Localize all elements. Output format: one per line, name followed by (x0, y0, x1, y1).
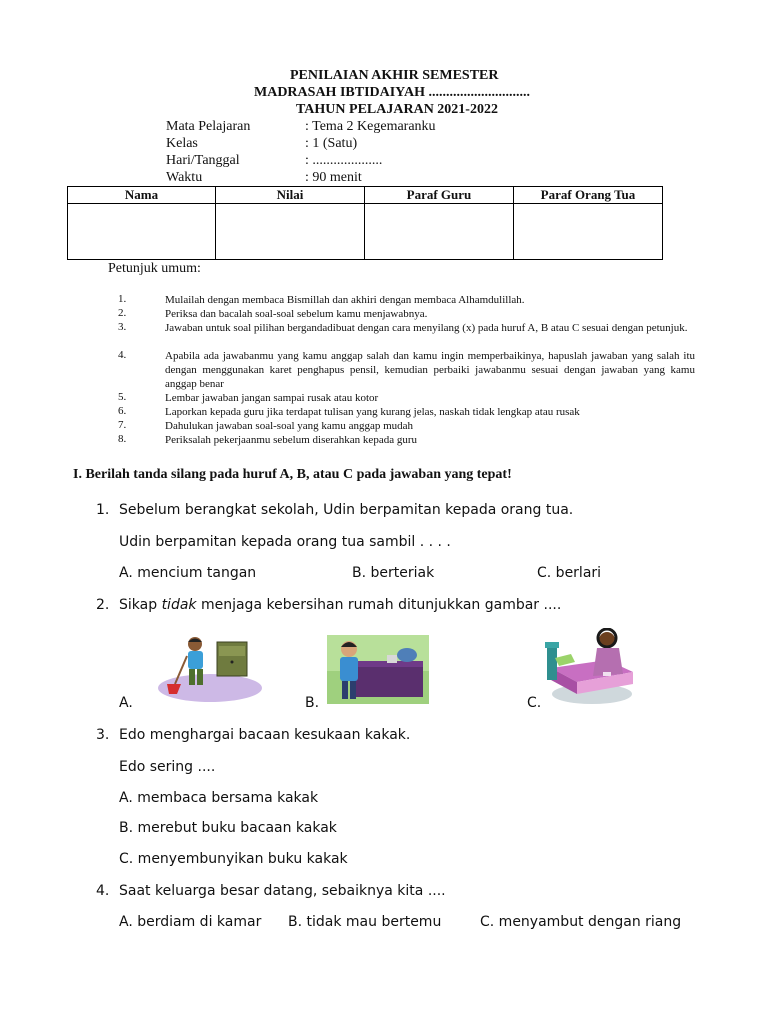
option-b[interactable]: B. merebut buku bacaan kakak (119, 820, 337, 836)
score-header-teacher-sign: Paraf Guru (364, 187, 513, 204)
rule-number: 1. (118, 293, 127, 305)
question-number: 3. (96, 727, 110, 743)
picture-boy-sweeping[interactable] (155, 632, 265, 704)
option-a[interactable]: A. berdiam di kamar (119, 914, 262, 930)
rule-text: Apabila ada jawabanmu yang kamu anggap salah dan kamu ingin memperbaikinya, hapuslah jawaban yang salah itu dengan menggunakan karet penghapus pensil, kemudian perbaiki jawabanmu sesuai dengan jawaban yang kamu anggap benar (165, 350, 695, 390)
rule-text: Jawaban untuk soal pilihan bergandadibuat dengan cara menyilang (x) pada huruf A, B atau C sesuai dengan petunjuk. (165, 322, 688, 334)
question-text: Sebelum berangkat sekolah, Udin berpamitan kepada orang tua. (119, 502, 574, 518)
question-text: Saat keluarga besar datang, sebaiknya kita .... (119, 883, 446, 899)
rule-number: 8. (118, 433, 127, 445)
rule-text: Laporkan kepada guru jika terdapat tulisan yang kurang jelas, naskah tidak lengkap atau rusak (165, 406, 580, 418)
rule-number: 2. (118, 307, 127, 319)
option-b[interactable]: B. tidak mau bertemu (288, 914, 442, 930)
section-title: I. Berilah tanda silang pada huruf A, B, atau C pada jawaban yang tepat! (73, 467, 512, 482)
academic-year: TAHUN PELAJARAN 2021-2022 (296, 102, 498, 117)
question-prompt: Udin berpamitan kepada orang tua sambil . . . . (119, 534, 451, 550)
instructions-title: Petunjuk umum: (108, 261, 201, 276)
meta-value-date: : .................... (305, 153, 383, 168)
rule-text: Periksa dan bacalah soal-soal sebelum kamu menjawabnya. (165, 308, 428, 320)
option-c[interactable]: C. (527, 695, 542, 711)
picture-boy-at-table[interactable] (327, 627, 429, 704)
question-number: 2. (96, 597, 110, 613)
meta-label-subject: Mata Pelajaran (166, 119, 251, 134)
rule-number: 3. (118, 321, 127, 333)
score-cell-teacher-sign[interactable] (364, 204, 513, 260)
option-c[interactable]: C. menyembunyikan buku kakak (119, 851, 348, 867)
rule-text: Periksalah pekerjaanmu sebelum diserahkan kepada guru (165, 434, 417, 446)
meta-label-class: Kelas (166, 136, 198, 151)
question-emphasis: tidak (161, 597, 197, 613)
school-name: MADRASAH IBTIDAIYAH ............................. (254, 85, 531, 100)
option-a[interactable]: A. mencium tangan (119, 565, 257, 581)
rule-number: 5. (118, 391, 127, 403)
rule-text: Lembar jawaban jangan sampai rusak atau kotor (165, 392, 379, 404)
score-cell-parent-sign[interactable] (513, 204, 662, 260)
score-header-name: Nama (68, 187, 216, 204)
option-b[interactable]: B. (305, 695, 320, 711)
option-c[interactable]: C. menyambut dengan riang (480, 914, 682, 930)
rule-number: 7. (118, 419, 127, 431)
option-a[interactable]: A. membaca bersama kakak (119, 790, 319, 806)
score-header-parent-sign: Paraf Orang Tua (513, 187, 662, 204)
option-c[interactable]: C. berlari (537, 565, 602, 581)
meta-label-time: Waktu (166, 170, 203, 185)
question-number: 1. (96, 502, 110, 518)
meta-value-subject: : Tema 2 Kegemaranku (305, 119, 436, 134)
rule-number: 6. (118, 405, 127, 417)
meta-label-date: Hari/Tanggal (166, 153, 240, 168)
question-number: 4. (96, 883, 110, 899)
option-a[interactable]: A. (119, 695, 133, 711)
score-table (67, 186, 663, 260)
exam-title: PENILAIAN AKHIR SEMESTER (290, 68, 499, 83)
question-text: Edo menghargai bacaan kesukaan kakak. (119, 727, 411, 743)
score-cell-name[interactable] (68, 204, 216, 260)
picture-girl-on-bed[interactable] (545, 628, 640, 706)
rule-number: 4. (118, 349, 127, 361)
option-b[interactable]: B. berteriak (352, 565, 435, 581)
score-cell-grade[interactable] (216, 204, 365, 260)
question-text: Sikap tidak menjaga kebersihan rumah ditunjukkan gambar .... (119, 597, 562, 613)
question-prompt: Edo sering .... (119, 759, 216, 775)
meta-value-class: : 1 (Satu) (305, 136, 358, 151)
rule-text: Mulailah dengan membaca Bismillah dan akhiri dengan membaca Alhamdulillah. (165, 294, 525, 306)
meta-value-time: : 90 menit (305, 170, 362, 185)
score-header-grade: Nilai (216, 187, 365, 204)
rule-text: Dahulukan jawaban soal-soal yang kamu anggap mudah (165, 420, 414, 432)
